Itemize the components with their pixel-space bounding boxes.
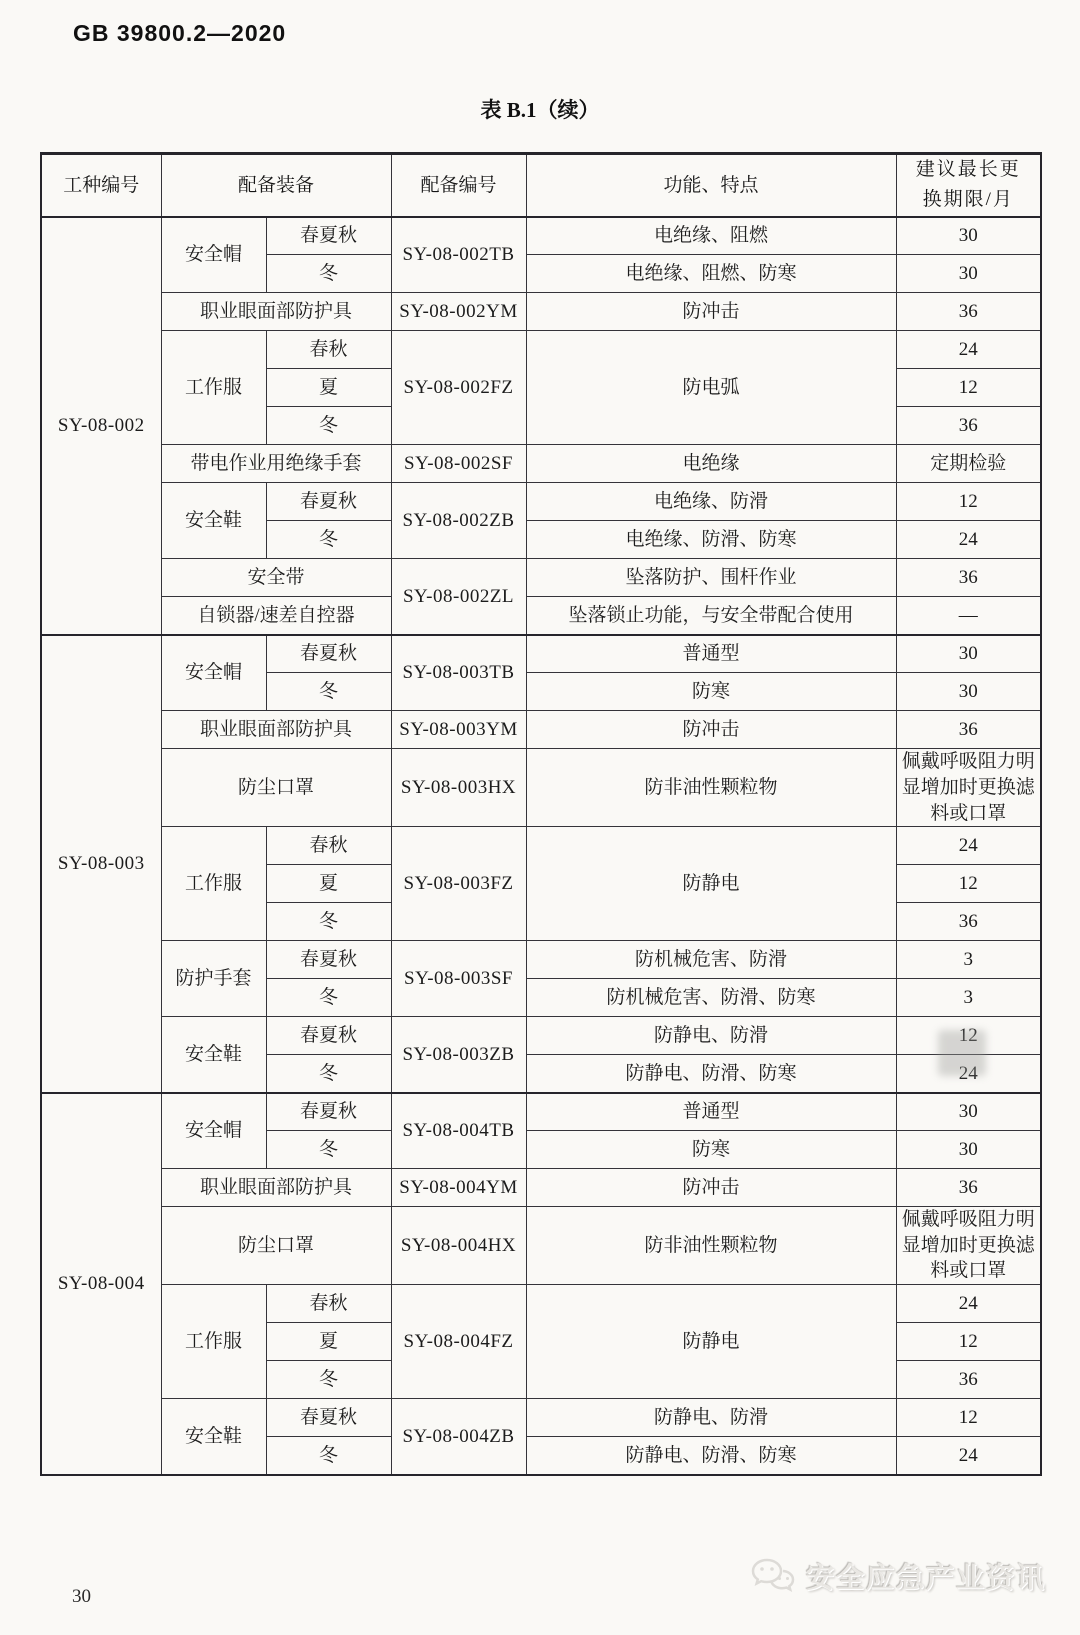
months-cell: 12 bbox=[896, 1399, 1041, 1437]
table-row bbox=[41, 1093, 1041, 1131]
months-cell: — bbox=[896, 597, 1041, 635]
season-cell: 春秋 bbox=[266, 827, 391, 865]
season-cell: 冬 bbox=[266, 673, 391, 711]
season-cell: 春夏秋 bbox=[266, 635, 391, 673]
season-cell: 冬 bbox=[266, 255, 391, 293]
function-cell: 防静电、防滑、防寒 bbox=[526, 1055, 896, 1093]
table-row bbox=[41, 749, 1041, 827]
season-cell: 春夏秋 bbox=[266, 1399, 391, 1437]
season-cell: 春夏秋 bbox=[266, 1093, 391, 1131]
code-cell: SY-08-003TB bbox=[391, 635, 526, 711]
code-cell: SY-08-003FZ bbox=[391, 827, 526, 941]
equipment-cell: 职业眼面部防护具 bbox=[161, 711, 391, 749]
table-row bbox=[41, 1169, 1041, 1207]
code-cell: SY-08-002YM bbox=[391, 293, 526, 331]
table-row bbox=[41, 1285, 1041, 1323]
function-cell: 防静电、防滑 bbox=[526, 1399, 896, 1437]
season-cell: 夏 bbox=[266, 1323, 391, 1361]
table-row bbox=[41, 559, 1041, 597]
months-cell: 30 bbox=[896, 673, 1041, 711]
months-cell: 36 bbox=[896, 559, 1041, 597]
equipment-cell: 防尘口罩 bbox=[161, 1207, 391, 1285]
code-cell: SY-08-004TB bbox=[391, 1093, 526, 1169]
months-cell: 36 bbox=[896, 903, 1041, 941]
months-cell: 定期检验 bbox=[896, 445, 1041, 483]
table-row bbox=[41, 293, 1041, 331]
equipment-cell: 工作服 bbox=[161, 827, 266, 941]
header-equipment: 配备装备 bbox=[161, 154, 391, 217]
worktype-cell: SY-08-004 bbox=[41, 1093, 161, 1475]
equipment-cell: 安全带 bbox=[161, 559, 391, 597]
footer-brand-text: 安全应急产业资讯 bbox=[806, 1563, 1047, 1594]
equipment-cell: 工作服 bbox=[161, 1285, 266, 1399]
wechat-icon bbox=[750, 1557, 796, 1595]
code-cell: SY-08-002FZ bbox=[391, 331, 526, 445]
equipment-table bbox=[40, 152, 1042, 1476]
season-cell: 冬 bbox=[266, 1361, 391, 1399]
months-cell: 佩戴呼吸阻力明显增加时更换滤料或口罩 bbox=[896, 749, 1041, 827]
code-cell: SY-08-004YM bbox=[391, 1169, 526, 1207]
header-function: 功能、特点 bbox=[526, 154, 896, 217]
table-row bbox=[41, 635, 1041, 673]
header-months bbox=[896, 154, 1041, 217]
function-cell: 防非油性颗粒物 bbox=[526, 749, 896, 827]
season-cell: 夏 bbox=[266, 369, 391, 407]
equipment-cell: 安全帽 bbox=[161, 217, 266, 293]
function-cell: 防静电、防滑 bbox=[526, 1017, 896, 1055]
function-cell: 防冲击 bbox=[526, 711, 896, 749]
months-cell: 24 bbox=[896, 521, 1041, 559]
table-row bbox=[41, 827, 1041, 865]
season-cell: 春夏秋 bbox=[266, 483, 391, 521]
equipment-cell: 安全鞋 bbox=[161, 1399, 266, 1475]
function-cell: 防寒 bbox=[526, 673, 896, 711]
table-header-row bbox=[41, 154, 1041, 217]
function-cell: 坠落防护、围杆作业 bbox=[526, 559, 896, 597]
months-cell: 24 bbox=[896, 827, 1041, 865]
months-cell: 30 bbox=[896, 217, 1041, 255]
worktype-cell: SY-08-003 bbox=[41, 635, 161, 1093]
months-cell: 3 bbox=[896, 941, 1041, 979]
code-cell: SY-08-003SF bbox=[391, 941, 526, 1017]
equipment-cell: 自锁器/速差自控器 bbox=[161, 597, 391, 635]
season-cell: 冬 bbox=[266, 903, 391, 941]
function-cell: 电绝缘 bbox=[526, 445, 896, 483]
equipment-cell: 职业眼面部防护具 bbox=[161, 293, 391, 331]
code-cell: SY-08-002ZL bbox=[391, 559, 526, 635]
table-row bbox=[41, 1399, 1041, 1437]
equipment-cell: 职业眼面部防护具 bbox=[161, 1169, 391, 1207]
equipment-cell: 工作服 bbox=[161, 331, 266, 445]
season-cell: 冬 bbox=[266, 1437, 391, 1475]
months-cell: 24 bbox=[896, 1437, 1041, 1475]
function-cell: 防静电、防滑、防寒 bbox=[526, 1437, 896, 1475]
function-cell: 防静电 bbox=[526, 1285, 896, 1399]
code-cell: SY-08-004ZB bbox=[391, 1399, 526, 1475]
months-cell: 3 bbox=[896, 979, 1041, 1017]
months-cell: 36 bbox=[896, 407, 1041, 445]
season-cell: 冬 bbox=[266, 1131, 391, 1169]
page-number: 30 bbox=[72, 1586, 91, 1607]
function-cell: 防非油性颗粒物 bbox=[526, 1207, 896, 1285]
months-cell: 30 bbox=[896, 255, 1041, 293]
table-row bbox=[41, 711, 1041, 749]
season-cell: 冬 bbox=[266, 407, 391, 445]
code-cell: SY-08-004FZ bbox=[391, 1285, 526, 1399]
table-row bbox=[41, 1207, 1041, 1285]
table-title: 表 B.1（续） bbox=[480, 98, 600, 122]
worktype-cell: SY-08-002 bbox=[41, 217, 161, 635]
function-cell: 普通型 bbox=[526, 635, 896, 673]
document-code: GB 39800.2—2020 bbox=[73, 20, 287, 46]
season-cell: 夏 bbox=[266, 865, 391, 903]
function-cell: 防静电 bbox=[526, 827, 896, 941]
season-cell: 春秋 bbox=[266, 331, 391, 369]
months-cell: 佩戴呼吸阻力明显增加时更换滤料或口罩 bbox=[896, 1207, 1041, 1285]
months-cell: 24 bbox=[896, 1285, 1041, 1323]
equipment-cell: 安全帽 bbox=[161, 1093, 266, 1169]
footer-brand bbox=[750, 1556, 1046, 1596]
months-cell: 24 bbox=[896, 331, 1041, 369]
season-cell: 春夏秋 bbox=[266, 1017, 391, 1055]
function-cell: 防机械危害、防滑 bbox=[526, 941, 896, 979]
function-cell: 防冲击 bbox=[526, 1169, 896, 1207]
table-row bbox=[41, 597, 1041, 635]
months-cell: 30 bbox=[896, 1093, 1041, 1131]
code-cell: SY-08-004HX bbox=[391, 1207, 526, 1285]
months-cell: 24 bbox=[896, 1055, 1041, 1093]
header-months-line1: 建议最长更 bbox=[915, 159, 1021, 180]
table-row bbox=[41, 331, 1041, 369]
function-cell: 电绝缘、阻燃 bbox=[526, 217, 896, 255]
equipment-cell: 带电作业用绝缘手套 bbox=[161, 445, 391, 483]
season-cell: 冬 bbox=[266, 1055, 391, 1093]
months-cell: 12 bbox=[896, 865, 1041, 903]
months-cell: 12 bbox=[896, 483, 1041, 521]
function-cell: 电绝缘、防滑 bbox=[526, 483, 896, 521]
function-cell: 普通型 bbox=[526, 1093, 896, 1131]
months-cell: 36 bbox=[896, 711, 1041, 749]
table-row bbox=[41, 217, 1041, 255]
function-cell: 电绝缘、防滑、防寒 bbox=[526, 521, 896, 559]
scan-smudge bbox=[938, 1030, 986, 1076]
code-cell: SY-08-003YM bbox=[391, 711, 526, 749]
equipment-cell: 安全帽 bbox=[161, 635, 266, 711]
equipment-cell: 防尘口罩 bbox=[161, 749, 391, 827]
code-cell: SY-08-003ZB bbox=[391, 1017, 526, 1093]
equipment-cell: 安全鞋 bbox=[161, 1017, 266, 1093]
header-worktype: 工种编号 bbox=[41, 154, 161, 217]
function-cell: 防冲击 bbox=[526, 293, 896, 331]
table-row bbox=[41, 483, 1041, 521]
table-row bbox=[41, 445, 1041, 483]
months-cell: 36 bbox=[896, 1361, 1041, 1399]
header-months-line2: 换期限/月 bbox=[922, 189, 1014, 211]
season-cell: 春夏秋 bbox=[266, 217, 391, 255]
equipment-cell: 安全鞋 bbox=[161, 483, 266, 559]
code-cell: SY-08-002ZB bbox=[391, 483, 526, 559]
months-cell: 30 bbox=[896, 1131, 1041, 1169]
season-cell: 春夏秋 bbox=[266, 941, 391, 979]
code-cell: SY-08-003HX bbox=[391, 749, 526, 827]
months-cell: 36 bbox=[896, 293, 1041, 331]
code-cell: SY-08-002SF bbox=[391, 445, 526, 483]
function-cell: 电绝缘、阻燃、防寒 bbox=[526, 255, 896, 293]
header-code: 配备编号 bbox=[391, 154, 526, 217]
function-cell: 防电弧 bbox=[526, 331, 896, 445]
table-row bbox=[41, 1017, 1041, 1055]
season-cell: 冬 bbox=[266, 521, 391, 559]
months-cell: 36 bbox=[896, 1169, 1041, 1207]
equipment-cell: 防护手套 bbox=[161, 941, 266, 1017]
months-cell: 12 bbox=[896, 369, 1041, 407]
months-cell: 12 bbox=[896, 1323, 1041, 1361]
code-cell: SY-08-002TB bbox=[391, 217, 526, 293]
months-cell: 30 bbox=[896, 635, 1041, 673]
season-cell: 冬 bbox=[266, 979, 391, 1017]
function-cell: 坠落锁止功能，与安全带配合使用 bbox=[526, 597, 896, 635]
table-row bbox=[41, 941, 1041, 979]
season-cell: 春秋 bbox=[266, 1285, 391, 1323]
function-cell: 防寒 bbox=[526, 1131, 896, 1169]
function-cell: 防机械危害、防滑、防寒 bbox=[526, 979, 896, 1017]
months-cell: 12 bbox=[896, 1017, 1041, 1055]
